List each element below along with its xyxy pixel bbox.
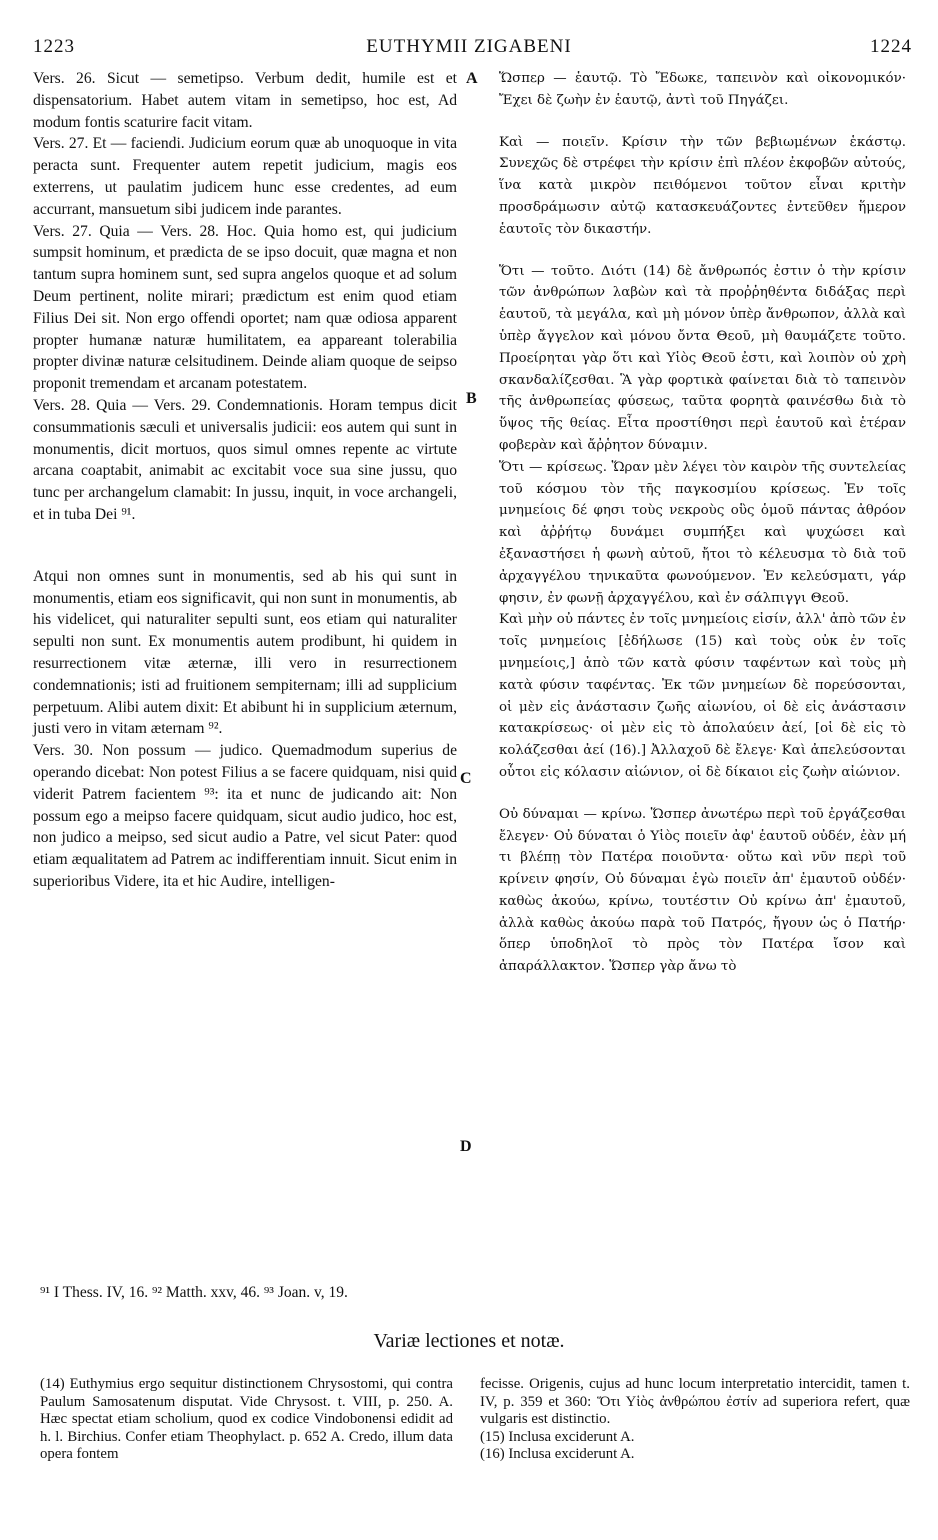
latin-paragraph: Vers. 30. Non possum — judico. Quemadmodum superius de operando dicebat: Non potest Filius a se facere quidquam, nisi quid viderit Patrem facientem ⁹³: ita et nunc de judicando ait: Non possum ego a meipso facere quidquam, sicut audio judico, hoc est, non judico a meipso, sed sicut audio a Patre, vel sicut Pater: quod etiam æqualitatem ad Patrem ac indifferentiam innuit. Sicut enim in superioribus Videre, ita et hic Audire, intelligen- xyxy=(33,742,457,890)
running-title: EUTHYMII ZIGABENI xyxy=(366,36,572,57)
greek-paragraph: Ὅτι — τοῦτο. Διότι (14) δὲ ἄνθρωπός ἐστιν ὁ τὴν κρίσιν τῶν ἀνθρώπων λαβὼν καὶ τὰ προῤῥηθέντα διδάξας περὶ ἑαυτοῦ, τὰ μεγάλα, καὶ μὴ μόνον ὑπὲρ ἄνθρωπον, ἀλλὰ καὶ ὑπὲρ ἄγγελον καὶ μόνου ὄντα Θεοῦ, μὴ θαυμάζετε τοῦτο. Προείρηται γὰρ ὅτι καὶ Υἱὸς Θεοῦ ἐστι, καὶ λοιπὸν οὐ χρὴ σκανδαλίζεσθαι. Ἃ γὰρ φορτικὰ φαίνεται διὰ τὸ ταπεινὸν τῆς ἀνθρωπείας φύσεως, ταῦτα φορητὰ φαινέσθω διὰ τὸ ὕψος τῆς θείας. Εἶτα προστίθησι περὶ ἑαυτοῦ καὶ ἑτέραν φοβερὰν καὶ ἄῤῥητον δύναμιν. xyxy=(499,263,906,453)
greek-paragraph: Ὅτι — κρίσεως. Ὥραν μὲν λέγει τὸν καιρὸν τῆς συντελείας τοῦ κόσμου τὸν τῆς παγκοσμίου κρίσεως. Ἐν τοῖς μνημείοις δέ φησι τοὺς νεκροὺς οὓς ὁμοῦ πάντας ἀθρόον καὶ ἀῤῥήτῳ δυνάμει συμπήξει καὶ ψυχώσει καὶ ἐξαναστήσει ἡ φωνὴ αὐτοῦ, ἤτοι τὸ κέλευσμα τὸ διὰ τοῦ ἀρχαγγέλου τηνικαῦτα φωνούμενον. Ἐν κελεύσματι, γάρ φησιν, ἐν φωνῇ ἀρχαγγέλου, καὶ ἐν σάλπιγγι Θεοῦ. xyxy=(499,459,906,606)
note-text: (14) Euthymius ergo sequitur distinctionem Chrysostomi, qui contra Paulum Samosatenum disputat. Vide Chrysost. t. VIII, p. 250. A. Hæc spectat etiam scholium, quod ex codice Vindobonensi edidit ad h. l. Birchius. Confer etiam Theophylact. p. 652 A. Credo, illum data opera fontem xyxy=(40,1376,453,1462)
greek-paragraph: Οὐ δύναμαι — κρίνω. Ὥσπερ ἀνωτέρω περὶ τοῦ ἐργάζεσθαι ἔλεγεν· Οὐ δύναται ὁ Υἱὸς ποιεῖν ἀφ' ἑαυτοῦ οὐδέν, ἐὰν μή τι βλέπῃ τὸν Πατέρα ποιοῦντα· οὕτω καὶ νῦν περὶ τοῦ κρίνειν φησίν, Οὐ δύναμαι ἐγὼ ποιεῖν ἀπ' ἐμαυτοῦ οὐδέν· καθὼς ἀκούω, κρίνω, τουτέστιν Οὐ κρίνω ἀπ' ἐμαυτοῦ, ἀλλὰ καθὼς ἀκούω παρὰ τοῦ Πατρός, ἤγουν ὡς ὁ Πατήρ· ὅπερ ὑποδηλοῖ τὸ πρὸς τὸν Πατέρα ἴσον καὶ ἀπαράλλακτον. Ὥσπερ γὰρ ἄνω τὸ xyxy=(499,806,906,975)
note-text: fecisse. Origenis, cujus ad hunc locum interpretatio intercidit, tamen t. IV, p. 359 et 360: Ὅτι Υἱὸς ἀνθρώπου ἐστίν ad superiora refert, quæ vulgaris est distinctio. xyxy=(480,1376,910,1427)
margin-letter-a: A xyxy=(466,70,478,87)
notes-left-column xyxy=(40,1376,453,1464)
latin-column xyxy=(33,68,457,893)
margin-letter-b: B xyxy=(466,390,477,407)
latin-paragraph: Vers. 26. Sicut — semetipso. Verbum dedit, humile est et dispensatorium. Habet autem vitam in semetipso, hoc est, Ad modum fontis scaturire facit vitam. xyxy=(33,70,457,131)
notes-right-column xyxy=(480,1376,910,1464)
footnotes: ⁹¹ I Thess. IV, 16. ⁹² Matth. xxv, 46. ⁹³ Joan. v, 19. xyxy=(40,1284,348,1301)
note-text: (16) Inclusa exciderunt A. xyxy=(480,1446,635,1462)
margin-letter-d: D xyxy=(460,1138,472,1155)
greek-paragraph: Καὶ μὴν οὐ πάντες ἐν τοῖς μνημείοις εἰσίν, ἀλλ' ἀπὸ τῶν ἐν τοῖς μνημείοις [ἐδήλωσε (15) καὶ τοὺς οὐκ ἐν τοῖς μνημείοις,] ἀπὸ τῶν κατὰ φύσιν ταφέντων καὶ τοὺς μὴ κατὰ φύσιν ταφέντας. Ἐκ τῶν μνημείων δὲ πορεύσονται, οἱ μὲν εἰς ἀνάστασιν ζωῆς αἰωνίου, οἱ δὲ εἰς ἀνάστασιν κατακρίσεως· οἱ μὲν εἰς τὸ ἀπολαύειν ἀεί, [οἱ δὲ εἰς τὸ κολάζεσθαι ἀεί (16).] Ἀλλαχοῦ δὲ ἔλεγε· Καὶ ἀπελεύσονται οὗτοι εἰς κόλασιν αἰώνιον, οἱ δὲ δίκαιοι εἰς ζωὴν αἰώνιον. xyxy=(499,612,906,780)
latin-paragraph: Vers. 27. Quia — Vers. 28. Hoc. Quia homo est, qui judicium sumpsit hominum, et prædicta de se ipso docuit, quæ magna et non tantum supra hominem sunt, sed supra angelos quoque et ad solum Deum pertinent, nolite mirari; prædictum est enim quod etiam Filius Dei sit. Non ergo offendi oportet; nam quæ odiosa apparent propter humanæ naturæ humilitatem, ea appareant tolerabilia propter divinæ naturæ celsitudinem. Deinde aliam quoque de seipso proponit tremendam et arcanam potestatem. xyxy=(33,222,457,393)
latin-paragraph: Vers. 27. Et — faciendi. Judicium eorum quæ ab unoquoque in vita peracta sunt. Frequenter autem repetit judicium, magis eos exterrens, ut paulatim judicem hunc esse credentes, ad eum accurrant, mansuetum sibi judicem inde parantes. xyxy=(33,135,457,218)
variae-heading: Variæ lectiones et notæ. xyxy=(373,1330,565,1352)
margin-letter-c: C xyxy=(460,770,472,787)
latin-paragraph: Vers. 28. Quia — Vers. 29. Condemnationis. Horam tempus dicit consummationis sæculi et universalis judicii: eos autem qui sunt in monumentis, dicit mortuos, quos simul omnes repente ac virtute arcana coaptabit, animabit ac excitabit voce sua sine jussu, quo tunc per archangelum clamabit: In jussu, inquit, in voce archangeli, et in tuba Dei ⁹¹. xyxy=(33,396,457,523)
page-number-left: 1223 xyxy=(33,36,75,57)
greek-paragraph: Καὶ — ποιεῖν. Κρίσιν τὴν τῶν βεβιωμένων ἑκάστῳ. Συνεχῶς δὲ στρέφει τὴν κρίσιν ἐπὶ πλέον ἐκφοβῶν αὐτούς, ἵνα κατὰ μικρὸν πειθόμενοι τοῦτον εἶναι κριτὴν προσδράμωσιν αὐτῷ κατασκευάζοντες ἐντεῦθεν ἥμερον ἑαυτοῖς τὸν δικαστήν. xyxy=(499,134,906,237)
page-number-right: 1224 xyxy=(870,36,912,57)
greek-column xyxy=(499,68,906,978)
greek-paragraph: Ὥσπερ — ἑαυτῷ. Τὸ Ἔδωκε, ταπεινὸν καὶ οἰκονομικόν· Ἔχει δὲ ζωὴν ἐν ἑαυτῷ, ἀντὶ τοῦ Πηγάζει. xyxy=(499,71,906,108)
note-text: (15) Inclusa exciderunt A. xyxy=(480,1428,635,1445)
latin-paragraph: Atqui non omnes sunt in monumentis, sed ab his qui sunt in monumentis, etiam eos significavit, qui non sunt in monumentis, ab his videlicet, qui naturaliter sepulti sunt, eos etiam qui naturaliter sepulti non sunt. Ex monumentis autem prodibunt, hi quidem in resurrectionem vitæ æternæ, illi vero in resurrectionem condemnationis; isti ad fruitionem sempiternam; illi ad supplicium perpetuum. Alibi autem dixit: Et abibunt hi in supplicium æternum, justi vero in vitam æternam ⁹². xyxy=(33,567,457,738)
